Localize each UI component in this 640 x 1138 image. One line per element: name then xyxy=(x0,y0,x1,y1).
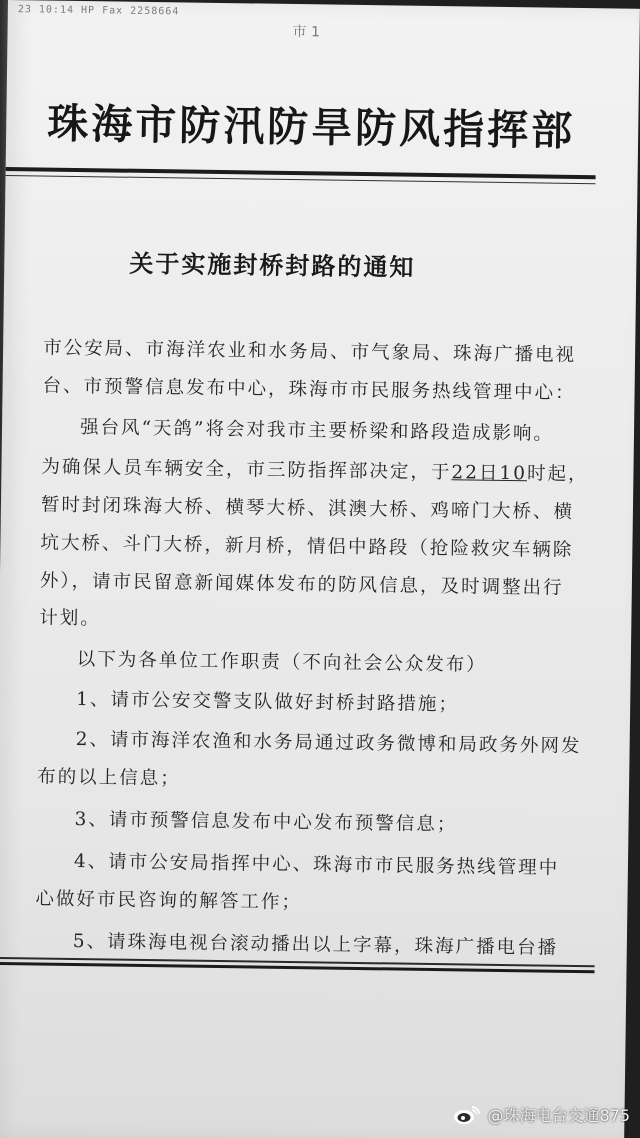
duty-item-1: 1、请市公安交警支队做好封桥封路措施； xyxy=(76,689,460,716)
notice-body-line-6: 计划。 xyxy=(39,607,102,630)
organization-letterhead: 珠海市防汛防旱防风指挥部 xyxy=(46,99,576,155)
notice-body-line-4: 坑大桥、斗门大桥，新月桥，情侣中路段（抢险救灾车辆除 xyxy=(40,532,574,561)
recipients-line-1: 市公安局、市海洋农业和水务局、市气象局、珠海广播电视 xyxy=(42,337,577,366)
notice-body-line-5: 外），请市民留意新闻媒体发布的防风信息，及时调整出行 xyxy=(39,570,564,599)
letterhead-rule-thick xyxy=(6,167,596,179)
duty-item-2-line-2: 布的以上信息； xyxy=(37,766,181,790)
weibo-icon xyxy=(453,1105,481,1125)
recipients-line-2: 台、市预警信息发布中心，珠海市市民服务热线管理中心： xyxy=(42,375,576,404)
notice-body-line-3: 暂时封闭珠海大桥、横琴大桥、淇澳大桥、鸡啼门大桥、横 xyxy=(40,494,575,523)
notice-body-text: 为确保人员车辆安全，市三防指挥部决定，于 xyxy=(41,456,452,484)
watermark-account: @珠海电台交通875 xyxy=(487,1106,630,1125)
closure-start-time: 22日10 xyxy=(451,462,528,485)
duties-heading: 以下为各单位工作职责（不向社会公众发布） xyxy=(76,649,487,676)
fax-transmission-header: 23 10:14 HP Fax 2258664 xyxy=(17,4,180,18)
weibo-watermark xyxy=(453,1103,630,1126)
document-title: 关于实施封桥封路的通知 xyxy=(129,248,416,282)
duty-item-4-line-1: 4、请市公安局指挥中心、珠海市市民服务热线管理中 xyxy=(73,851,560,879)
notice-body-line-1: 强台风“天鸽”将会对我市主要桥梁和路段造成影响。 xyxy=(79,417,555,445)
notice-body-line-2 xyxy=(41,453,588,487)
duty-item-5-line-1: 5、请珠海电视台滚动播出以上字幕，珠海广播电台播 xyxy=(72,930,559,959)
duty-item-3: 3、请市预警信息发布中心发布预警信息； xyxy=(74,809,458,836)
notice-body-text-end: 时起， xyxy=(526,463,589,486)
duty-item-2-line-1: 2、请市海洋农渔和水务局通过政务微博和局政务外网发 xyxy=(75,729,582,758)
duty-item-4-line-2: 心做好市民咨询的解答工作； xyxy=(35,888,303,914)
page-number-mark: 市 1 xyxy=(292,23,321,41)
